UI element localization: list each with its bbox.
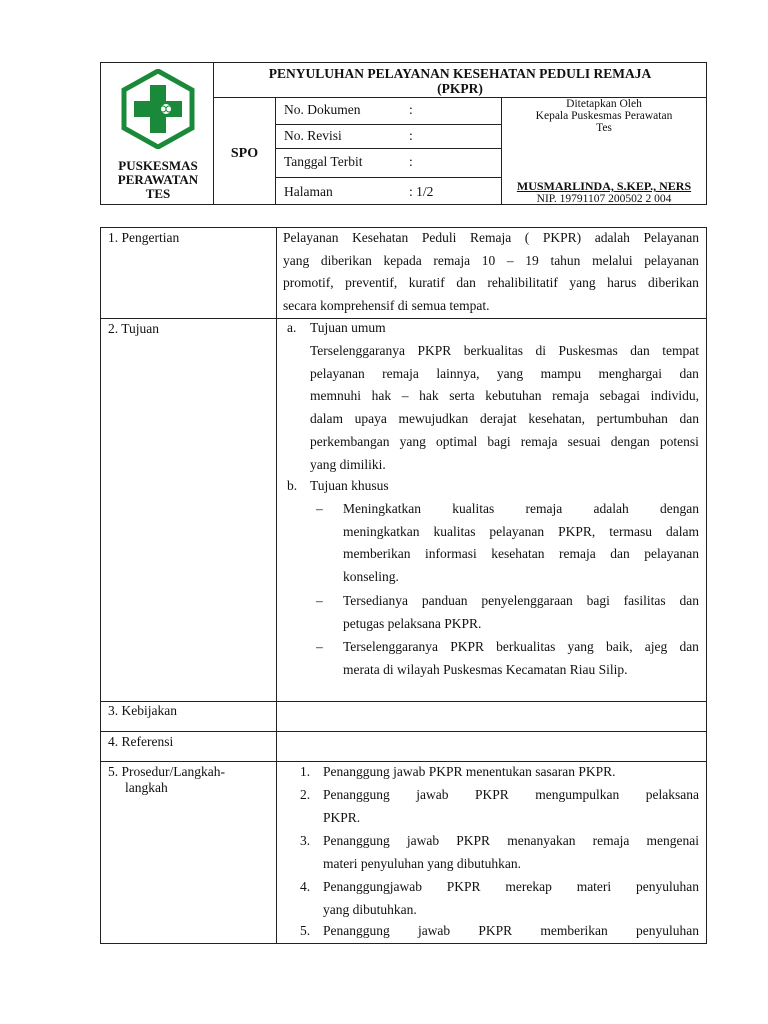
procedure-step <box>323 761 699 784</box>
dash-marker: – <box>316 593 323 608</box>
doc-field-label: No. Dokumen <box>284 102 361 117</box>
subheading-tujuan-umum: Tujuan umum <box>310 320 386 335</box>
doc-field-label: No. Revisi <box>284 128 342 143</box>
section-pengertian <box>100 227 707 319</box>
dash-marker: – <box>316 501 323 516</box>
procedure-step <box>323 876 699 921</box>
tujuan-khusus-item <box>343 498 699 589</box>
logo-line-2: PERAWATAN <box>117 172 199 187</box>
text-line: secara komprehensif di semua tempat. <box>283 298 490 314</box>
tujuan-khusus-item <box>343 636 699 681</box>
doc-field-label: Tanggal Terbit <box>284 154 363 169</box>
text-line: konseling. <box>343 569 399 585</box>
section-label: 2. Tujuan <box>108 321 160 336</box>
step-number: 3. <box>300 833 311 848</box>
section-label: 4. Referensi <box>108 734 174 749</box>
puskesmas-name <box>101 159 215 201</box>
approval-line-1: Ditetapkan Oleh <box>566 98 642 110</box>
procedure-step <box>323 784 699 829</box>
title-line-1: PENYULUHAN PELAYANAN KESEHATAN PEDULI REMAJA <box>268 66 652 81</box>
pengertian-text <box>283 227 699 318</box>
section-prosedur <box>100 761 707 944</box>
text-line: petugas pelaksana PKPR. <box>343 615 482 631</box>
logo-line-1: PUSKESMAS <box>118 158 198 173</box>
doc-field-label: Halaman <box>284 184 333 199</box>
label-line: langkah <box>125 780 168 795</box>
text-line: Pelayanan Kesehatan Peduli Remaja ( PKPR) adalah Pelayanan <box>283 230 699 245</box>
list-marker: a. <box>287 320 297 335</box>
text-line: yang dimiliki. <box>310 456 386 472</box>
title-line-2: (PKPR) <box>437 81 483 96</box>
step-number: 1. <box>300 764 311 779</box>
text-line: Penanggung jawab PKPR menentukan sasaran PKPR. <box>323 764 616 779</box>
signer-nip: NIP. 19791107 200502 2 004 <box>536 193 672 205</box>
tujuan-khusus-item <box>343 590 699 635</box>
text-line: Penanggung jawab PKPR memberikan penyuluhan <box>323 923 699 938</box>
doc-field-value: : <box>409 102 413 117</box>
signer-name: MUSMARLINDA, S.KEP., NERS <box>516 179 692 193</box>
text-line: yang diberikan kepada remaja 10 – 19 tahun melalui pelayanan <box>283 252 699 268</box>
text-line: Terselenggaranya PKPR berkualitas yang baik, ajeg dan <box>343 639 699 654</box>
text-line: dalam upaya mewujudkan derajat kesehatan, pertumbuhan dan <box>310 411 699 427</box>
step-number: 5. <box>300 923 311 938</box>
text-line: materi penyuluhan yang dibutuhkan. <box>323 855 521 871</box>
text-line: pelayanan remaja lainnya, yang mampu menghargai dan <box>310 365 699 381</box>
section-label-cell <box>101 319 277 701</box>
section-label-cell <box>101 702 277 731</box>
doc-field-value: : <box>409 128 413 143</box>
step-number: 4. <box>300 879 311 894</box>
section-tujuan <box>100 318 707 702</box>
label-line: 5. Prosedur/Langkah- <box>108 764 225 779</box>
text-line: yang dibutuhkan. <box>323 901 417 917</box>
text-line: Terselenggaranya PKPR berkualitas di Puskesmas dan tempat <box>310 343 699 358</box>
text-line: Penanggung jawab PKPR menanyakan remaja mengenai <box>323 833 699 848</box>
procedure-step <box>323 920 699 943</box>
doc-field-halaman <box>275 177 502 205</box>
text-line: memberikan informasi kesehatan remaja dan pelayanan <box>343 546 699 562</box>
approval-line-2: Kepala Puskesmas Perawatan <box>535 110 673 122</box>
approval-line-3: Tes <box>596 122 612 134</box>
tujuan-umum-text <box>310 340 699 476</box>
doc-field-value: : <box>409 154 413 169</box>
approval-block <box>501 97 707 205</box>
text-line: Meningkatkan kualitas remaja adalah dengan <box>343 501 699 516</box>
document-title <box>213 62 707 98</box>
section-label-cell <box>101 762 277 943</box>
logo-line-3: TES <box>145 186 171 201</box>
text-line: meningkatkan kualitas pelayanan PKPR, termasu dalam <box>343 523 699 539</box>
list-marker: b. <box>287 478 298 493</box>
text-line: promotif, preventif, kuratif dan rehalibilitatif yang harus diberikan <box>283 275 699 291</box>
doc-field-no-dokumen <box>275 97 502 125</box>
dash-marker: – <box>316 639 323 654</box>
header-logo-cell <box>100 62 214 205</box>
doc-field-value: : 1/2 <box>409 184 434 199</box>
section-referensi <box>100 731 707 762</box>
section-label: 1. Pengertian <box>108 230 180 245</box>
doc-field-tanggal-terbit <box>275 148 502 178</box>
text-line: Penanggungjawab PKPR merekap materi penyuluhan <box>323 879 699 894</box>
text-line: Tersedianya panduan penyelenggaraan bagi fasilitas dan <box>343 593 699 608</box>
puskesmas-logo-icon <box>118 69 198 149</box>
section-label-cell <box>101 228 277 318</box>
doc-field-no-revisi <box>275 124 502 149</box>
subheading-tujuan-khusus: Tujuan khusus <box>310 478 389 493</box>
section-label: 3. Kebijakan <box>108 703 177 718</box>
procedure-step <box>323 830 699 875</box>
spo-label: SPO <box>213 97 276 205</box>
text-line: perkembangan yang optimal bagi remaja sesuai dengan potensi <box>310 433 699 449</box>
text-line: memnuhi hak – hak serta kebutuhan remaja sebagai individu, <box>310 388 699 404</box>
text-line: Penanggung jawab PKPR mengumpulkan pelaksana <box>323 787 699 802</box>
step-number: 2. <box>300 787 311 802</box>
text-line: merata di wilayah Puskesmas Kecamatan Riau Silip. <box>343 661 628 677</box>
section-kebijakan <box>100 701 707 732</box>
section-label <box>108 764 225 796</box>
text-line: PKPR. <box>323 809 361 825</box>
section-label-cell <box>101 732 277 761</box>
